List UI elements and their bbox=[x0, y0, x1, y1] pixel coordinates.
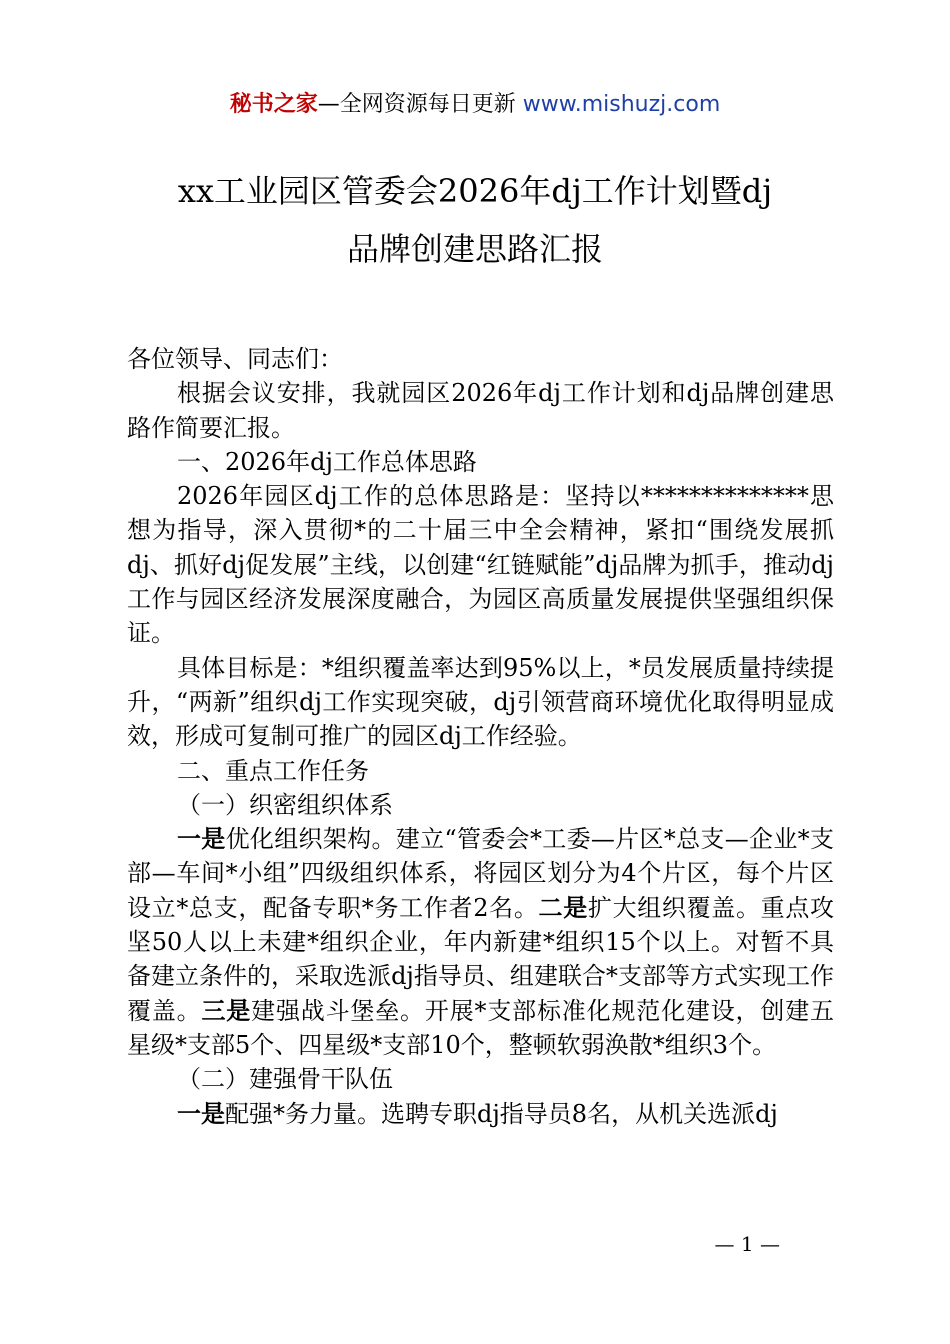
lead-first: 一是 bbox=[177, 1098, 225, 1128]
team-paragraph bbox=[127, 1097, 834, 1131]
lead-third: 三是 bbox=[201, 995, 252, 1025]
lead-first: 一是 bbox=[177, 824, 226, 854]
lead-second: 二是 bbox=[538, 892, 588, 922]
title-line-2: 品牌创建思路汇报 bbox=[346, 230, 603, 268]
section-heading-1: 一、2026年dj工作总体思路 bbox=[177, 447, 477, 476]
text-third: 建强战斗堡垒。开展*支部标准化规范化建设，创建五星级*支部5个、四星级*支部10个，整顿软弱涣散*组织3个。 bbox=[127, 996, 835, 1059]
subsection-heading-2: （二）建强骨干队伍 bbox=[177, 1065, 393, 1094]
page-footer bbox=[0, 1232, 950, 1256]
document-title bbox=[90, 162, 860, 278]
site-header bbox=[0, 88, 950, 122]
intro-paragraph: 根据会议安排，我就园区2026年dj工作计划和dj品牌创建思路作简要汇报。 bbox=[127, 379, 834, 442]
organization-paragraph bbox=[127, 822, 834, 1062]
text-first: 优化组织架构。建立“管委会*工委—片区*总支—企业*支部—车间*小组”四级组织体系，将园区划分为4个片区，每个片区设立*总支，配备专职*务工作者2名。 bbox=[127, 825, 834, 922]
text-first: 配强*务力量。选聘专职dj指导员8名，从机关选派dj bbox=[225, 1099, 778, 1128]
header-tagline: —全网资源每日更新 bbox=[317, 92, 516, 117]
document-body bbox=[127, 342, 834, 1131]
salutation: 各位领导、同志们： bbox=[127, 345, 343, 373]
title-line-1: xx工业园区管委会2026年dj工作计划暨dj bbox=[177, 172, 773, 210]
text-second: 扩大组织覆盖。重点攻坚50人以上未建*组织企业，年内新建*组织15个以上。对暂不具备建立条件的，采取选派dj指导员、组建联合*支部等方式实现工作覆盖。 bbox=[127, 893, 835, 1025]
site-url-link[interactable]: www.mishuzj.com bbox=[522, 92, 721, 117]
subsection-heading-1: （一）织密组织体系 bbox=[177, 790, 393, 819]
overall-approach-paragraph: 2026年园区dj工作的总体思路是：坚持以**************思想为指导，深入贯彻*的二十届三中全会精神，紧扣“围绕发展抓dj、抓好dj促发展”主线，以创建“红链赋能”dj品牌为抓手，推动dj工作与园区经济发展深度融合，为园区高质量发展提供坚强组织保证。 bbox=[127, 482, 834, 648]
section-heading-2: 二、重点工作任务 bbox=[177, 756, 369, 785]
brand-name: 秘书之家 bbox=[229, 92, 318, 117]
goals-paragraph: 具体目标是：*组织覆盖率达到95%以上，*员发展质量持续提升，“两新”组织dj工作实现突破，dj引领营商环境优化取得明显成效，形成可复制可推广的园区dj工作经验。 bbox=[127, 653, 834, 751]
page-number: — 1 — bbox=[714, 1232, 780, 1256]
